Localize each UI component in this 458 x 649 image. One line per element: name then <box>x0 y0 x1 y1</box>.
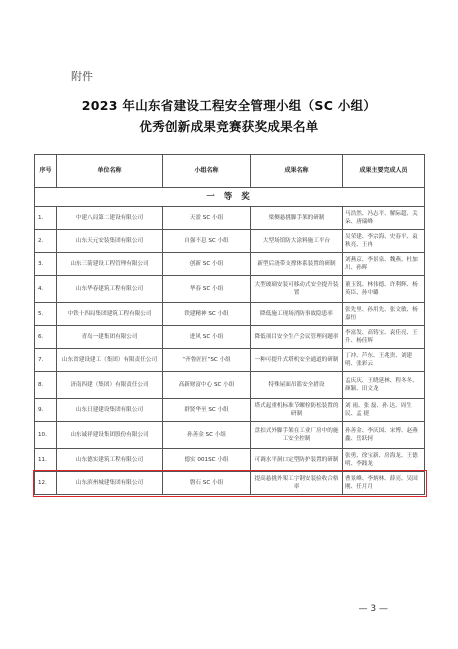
row-people: 刘燕京、李景泉、魏燕、杜加川、孙晖 <box>343 253 425 276</box>
row-no: 9. <box>35 399 57 422</box>
header-group: 小组名称 <box>163 155 251 188</box>
row-people: 马浩然、冯志平、解际超、关朵、唐瑞峰 <box>343 207 425 230</box>
row-people: 董玉锐、林伟德、许利辉、杨英臣、孙中璐 <box>343 276 425 303</box>
row-result: 梁侧悬挑脚手架的研制 <box>251 207 343 230</box>
row-no: 10. <box>35 422 57 449</box>
row-no: 1. <box>35 207 57 230</box>
table-row <box>35 303 425 326</box>
page-number: — 3 — <box>358 604 388 614</box>
row-people: 刘 雨、张 磊、孙 达、周生民、孟 捷 <box>343 399 425 422</box>
row-result: 特殊屋面吊篮安全措设 <box>251 372 343 399</box>
results-table <box>34 154 425 495</box>
row-no: 6. <box>35 326 57 349</box>
row-unit: 山东天元安装集团有限公司 <box>57 230 163 253</box>
row-result: 盘扣式外脚手架在工业厂房中的施工安全控制 <box>251 422 343 449</box>
table-row <box>35 372 425 399</box>
header-result: 成果名称 <box>251 155 343 188</box>
row-group: 孙善金 SC 小组 <box>163 422 251 449</box>
row-no: 2. <box>35 230 57 253</box>
row-unit: 山东华春建筑工程有限公司 <box>57 276 163 303</box>
row-result: 降低项目安全生产会议管理问题率 <box>251 326 343 349</box>
table-row <box>35 326 425 349</box>
row-group: 群贤华至 SC 小组 <box>163 399 251 422</box>
row-group: 高新财富中心 SC 小组 <box>163 372 251 399</box>
row-no: 7. <box>35 349 57 372</box>
page-title-line1: 2023 年山东省建设工程安全管理小组（SC 小组） <box>81 98 377 113</box>
row-unit: 山东德实建筑工程有限公司 <box>57 449 163 472</box>
row-result: 一种可提升式塔机安全通道的研制 <box>251 349 343 372</box>
row-no: 8. <box>35 372 57 399</box>
table-row <box>35 449 425 472</box>
prize-label: 一 等 奖 <box>35 188 425 207</box>
row-group: 自强不息 SC 小组 <box>163 230 251 253</box>
row-group: 铁建精神 SC 小组 <box>163 303 251 326</box>
row-result: 大型场馆防大涂料施工平台 <box>251 230 343 253</box>
header-unit: 单位名称 <box>57 155 163 188</box>
table-row <box>35 399 425 422</box>
row-group: “齐鲁匠匠”SC 小组 <box>163 349 251 372</box>
row-no: 4. <box>35 276 57 303</box>
row-people: 李富发、高铸宝、袁佳亮、王升、杨佳辉 <box>343 326 425 349</box>
row-result: 塔式起重机标准节螺栓防松装置的研制 <box>251 399 343 422</box>
table-row-highlighted <box>35 472 425 495</box>
prize-row <box>35 188 425 207</box>
table-row <box>35 422 425 449</box>
row-result: 大型玻璃安装可移动式安全提升装置 <box>251 276 343 303</box>
row-people: 曹景峰、李炳林、薛亮、吴国刚、任月月 <box>343 472 425 495</box>
table-row <box>35 349 425 372</box>
header-no: 序号 <box>35 155 57 188</box>
row-group: 进风 SC 小组 <box>163 326 251 349</box>
row-people: 吴荣建、李宗海、史春平、袁秋亮、王冉 <box>343 230 425 253</box>
row-no: 11. <box>35 449 57 472</box>
row-unit: 中铁十四局集团建筑工程有限公司 <box>57 303 163 326</box>
attachment-label: 附件 <box>71 70 93 83</box>
row-result: 新型后浇带支撑体系装置的研制 <box>251 253 343 276</box>
table-row <box>35 230 425 253</box>
row-people: 丁冲、芦东、王兆贵、刘建明、张彩云 <box>343 349 425 372</box>
row-result: 降低施工现场消防事故隐患率 <box>251 303 343 326</box>
row-unit: 山东日建建设集团有限公司 <box>57 399 163 422</box>
table-row <box>35 276 425 303</box>
row-result: 提高悬挑外架工字钢安装验收合格率 <box>251 472 343 495</box>
row-unit: 山东诚祥建设集团股份有限公司 <box>57 422 163 449</box>
row-no: 12. <box>35 472 57 495</box>
row-result: 可调水平洞口定型防护装置的研制 <box>251 449 343 472</box>
row-unit: 山东滨州城建集团有限公司 <box>57 472 163 495</box>
header-people: 成果主要完成人员 <box>343 155 425 188</box>
row-unit: 山东省建设建工（集团）有限责任公司 <box>57 349 163 372</box>
row-group: 华春 SC 小组 <box>163 276 251 303</box>
row-group: 天盈 SC 小组 <box>163 207 251 230</box>
table-row <box>35 253 425 276</box>
row-people: 孙善金、李庆国、宋博、赵燕鑫、岳跃轲 <box>343 422 425 449</box>
row-no: 3. <box>35 253 57 276</box>
table-row <box>35 207 425 230</box>
table-header-row <box>35 155 425 188</box>
row-people: 张先里、孙用先、张文敏、杨嘉恒 <box>343 303 425 326</box>
row-people: 张勇、徐宝新、房海龙、王德明、李践龙 <box>343 449 425 472</box>
page-title-line2: 优秀创新成果竞赛获奖成果名单 <box>139 119 319 134</box>
row-unit: 济南四建（集团）有限责任公司 <box>57 372 163 399</box>
row-unit: 山东三箭建设工程管理有限公司 <box>57 253 163 276</box>
row-unit: 青岛一建集团有限公司 <box>57 326 163 349</box>
row-unit: 中建八局第二建设有限公司 <box>57 207 163 230</box>
row-group: 德实 001SC 小组 <box>163 449 251 472</box>
row-group: 磐石 SC 小组 <box>163 472 251 495</box>
row-no: 5. <box>35 303 57 326</box>
row-people: 孟庆庆、王晓延林、程冬冬、颜颖、田文龙 <box>343 372 425 399</box>
row-group: 创新 SC 小组 <box>163 253 251 276</box>
